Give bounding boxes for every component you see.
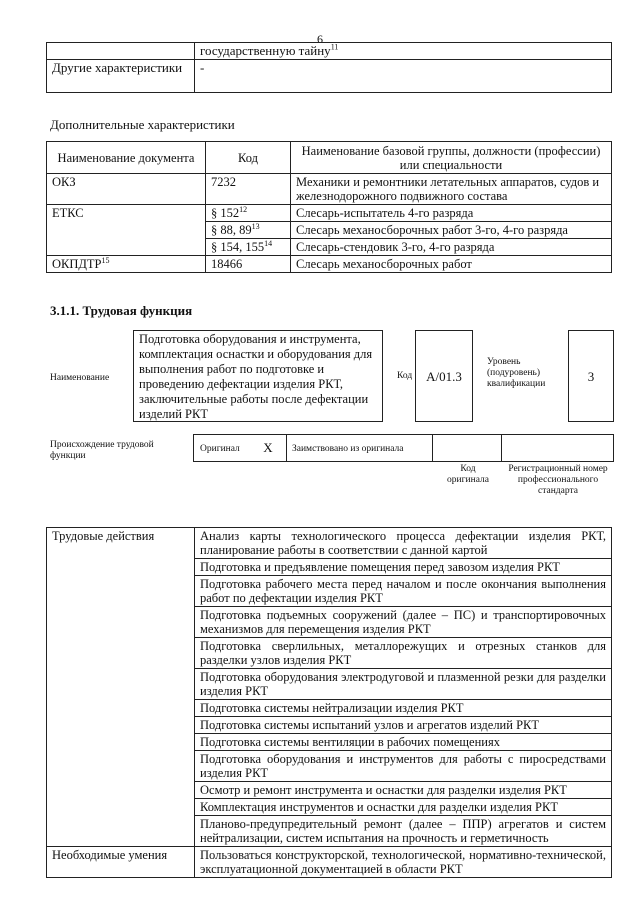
action-item: Комплектация инструментов и оснастки для разделки изделия РКТ — [195, 799, 612, 816]
characteristics-table — [46, 42, 612, 93]
function-code-value: А/01.3 — [415, 330, 473, 422]
etks-name-1: Слесарь-испытатель 4-го разряда — [291, 205, 612, 222]
okz-name: Механики и ремонтники летательных аппаратов, судов и железнодорожного подвижного состава — [291, 174, 612, 205]
action-item: Осмотр и ремонт инструмента и оснастки для разделки изделия РКТ — [195, 782, 612, 799]
name-label: Наименование — [50, 373, 110, 383]
origin-label: Происхождение трудовой функции — [50, 440, 154, 461]
header-name: Наименование базовой группы, должности (профессии) или специальности — [291, 142, 612, 174]
function-title: 3.1.1. Трудовая функция — [50, 303, 193, 318]
origin-box — [193, 434, 433, 462]
additional-characteristics-table — [46, 141, 612, 273]
reg-number-caption: Регистрационный номер профессионального стандарта — [508, 464, 608, 496]
original-mark: X — [250, 435, 287, 461]
other-characteristics-label: Другие характеристики — [47, 60, 195, 93]
action-item: Планово-предупредительный ремонт (далее – ППР) агрегатов и систем нейтрализации, систем испытания на прочность и герметичность — [195, 816, 612, 847]
table-row — [47, 528, 612, 559]
borrowed-label: Заимствовано из оригинала — [292, 444, 404, 454]
header-doc: Наименование документа — [47, 142, 206, 174]
action-item: Подготовка подъемных сооружений (далее – ПС) и транспортировочных механизмов для перемещения изделия РКТ — [195, 607, 612, 638]
okz-code: 7232 — [206, 174, 291, 205]
etks-code-2: § 88, $89^{13}$ — [206, 222, 291, 239]
action-item: Подготовка оборудования и инструментов для работы с пиросредствами изделия РКТ — [195, 751, 612, 782]
function-name-value: Подготовка оборудования и инструмента, комплектация оснастки и оборудования для выполнения работ по подготовке и проведению дефектации изделия РКТ, заключительные работы после дефектации изделий РКТ — [133, 330, 383, 422]
skill-item: Пользоваться конструкторской, технологической, нормативно-технической, эксплуатационной документацией в области РКТ — [195, 847, 612, 878]
action-item: Анализ карты технологического процесса дефектации изделия РКТ, планирование работы в соответствии с данной картой — [195, 528, 612, 559]
etks-name-3: Слесарь-стендовик 3-го, 4-го разряда — [291, 239, 612, 256]
reg-number-box — [501, 434, 614, 462]
action-item: Подготовка оборудования электродуговой и плазменной резки для разделки изделия РКТ — [195, 669, 612, 700]
action-item: Подготовка системы нейтрализации изделия РКТ — [195, 700, 612, 717]
continued-text: государственную тайну$^{11}$ — [195, 43, 612, 60]
original-code-box — [432, 434, 502, 462]
etks-code-1: § $152^{12}$ — [206, 205, 291, 222]
etks-name-2: Слесарь механосборочных работ 3-го, 4-го разряда — [291, 222, 612, 239]
duties-table — [46, 527, 612, 878]
action-item: Подготовка сверлильных, металлорежущих и отрезных станков для разделки узлов изделия РКТ — [195, 638, 612, 669]
table-row — [47, 847, 612, 878]
action-item: Подготовка системы испытаний узлов и агрегатов изделий РКТ — [195, 717, 612, 734]
original-label: Оригинал — [200, 444, 240, 454]
etks-code-3: § 154, $155^{14}$ — [206, 239, 291, 256]
action-item: Подготовка системы вентиляции в рабочих помещениях — [195, 734, 612, 751]
additional-heading: Дополнительные характеристики — [50, 117, 235, 132]
orig-code-caption: Код оригинала — [447, 464, 489, 485]
header-code: Код — [206, 142, 291, 174]
level-value: 3 — [568, 330, 614, 422]
okpdtr-doc: ОКПДТР$^{15}$ — [47, 256, 206, 273]
other-characteristics-value: - — [195, 60, 612, 93]
action-item: Подготовка рабочего места перед началом и после окончания выполнения работ по дефектации изделия РКТ — [195, 576, 612, 607]
action-item: Подготовка и предъявление помещения перед завозом изделия РКТ — [195, 559, 612, 576]
skills-label: Необходимые умения — [47, 847, 195, 878]
level-label: Уровень (подуровень) квалификации — [487, 357, 546, 389]
code-label: Код — [397, 371, 413, 381]
page-number: 6 — [317, 32, 323, 46]
okpdtr-name: Слесарь механосборочных работ — [291, 256, 612, 273]
etks-doc: ЕТКС — [47, 205, 206, 256]
actions-label: Трудовые действия — [47, 528, 195, 847]
okz-doc: ОКЗ — [47, 174, 206, 205]
okpdtr-code: 18466 — [206, 256, 291, 273]
